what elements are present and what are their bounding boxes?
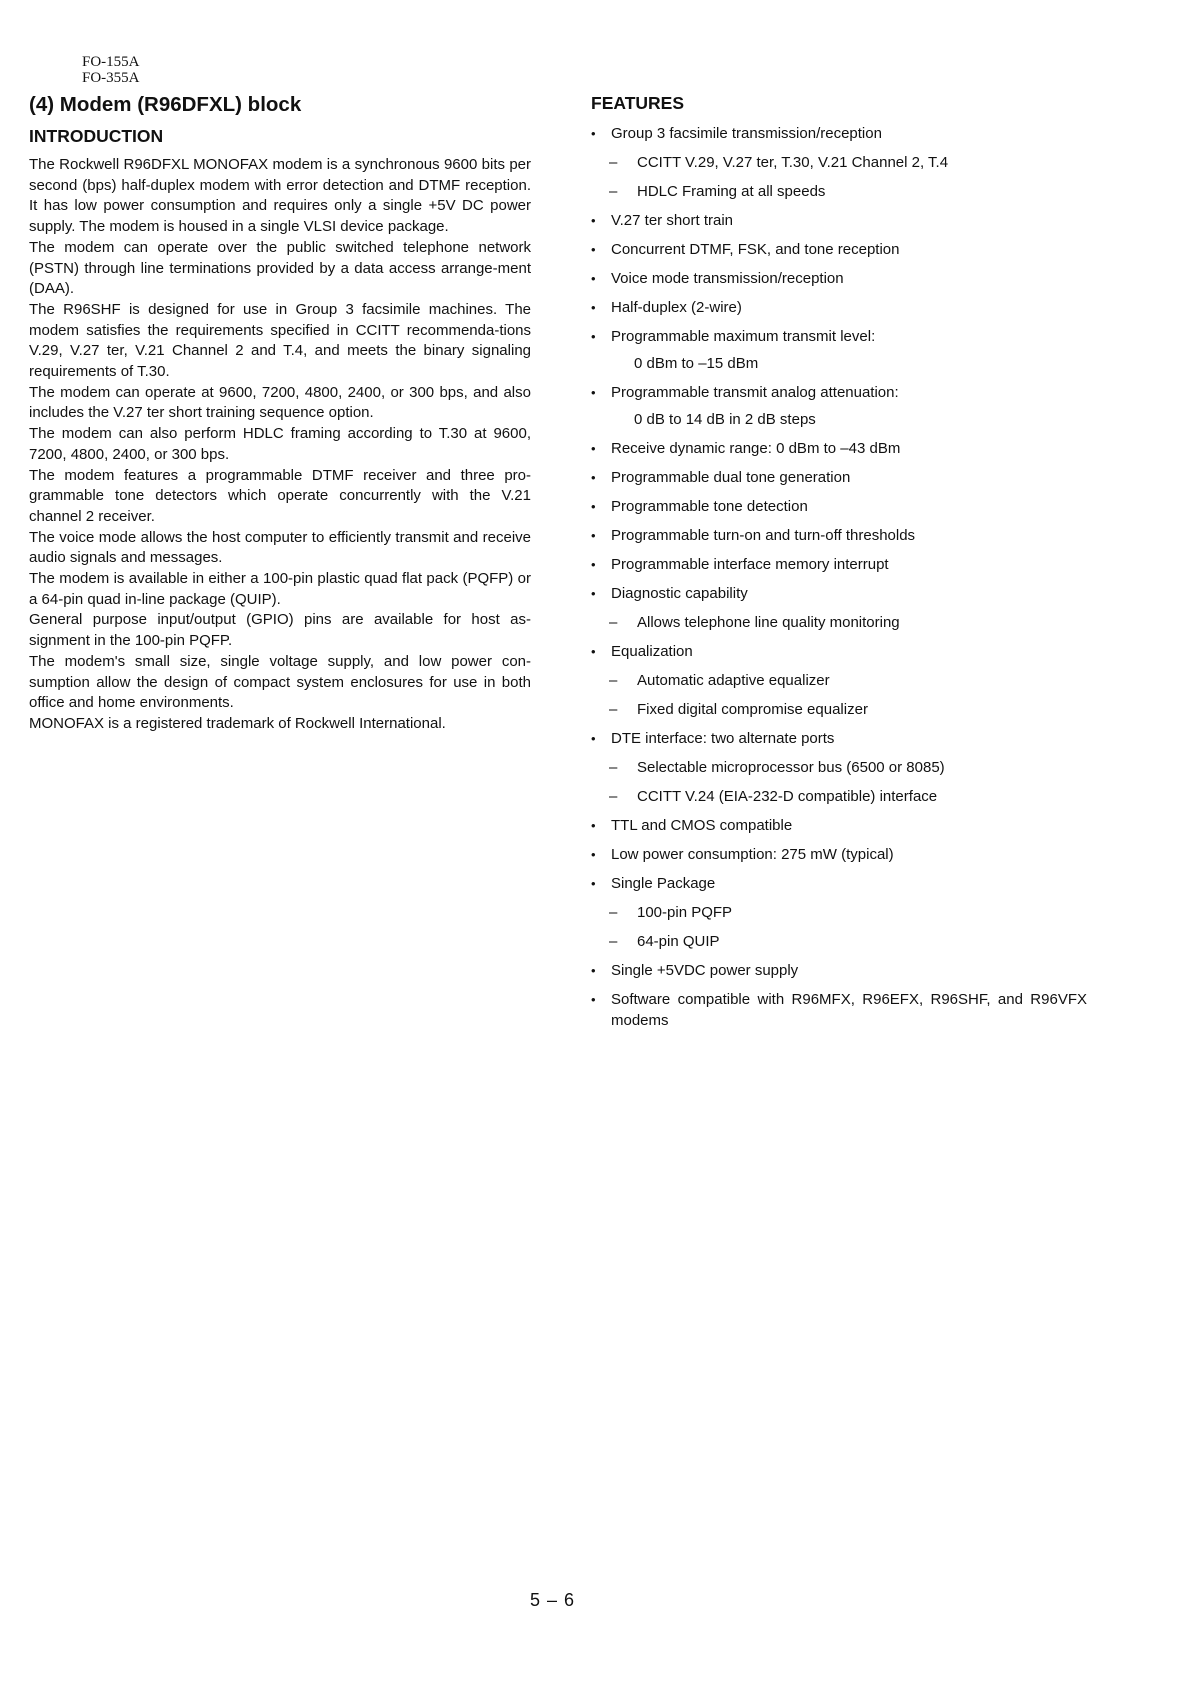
feature-text: HDLC Framing at all speeds xyxy=(637,183,826,200)
bullet-mark: • xyxy=(591,818,596,833)
feature-item xyxy=(591,990,1087,1031)
left-column xyxy=(29,93,531,735)
feature-subitem xyxy=(591,671,1087,692)
model-number-1: FO-155A xyxy=(82,54,140,70)
feature-item xyxy=(591,874,1087,895)
feature-item xyxy=(591,327,1087,348)
feature-text: Half-duplex (2-wire) xyxy=(611,299,742,316)
bullet-mark: • xyxy=(591,300,596,315)
bullet-mark: • xyxy=(591,385,596,400)
feature-item xyxy=(591,961,1087,982)
feature-item xyxy=(591,298,1087,319)
dash-mark: – xyxy=(609,672,618,689)
intro-paragraph: The Rockwell R96DFXL MONOFAX modem is a synchronous 9600 bits per second (bps) half-duplex modem with error detection and DTMF reception. It has low power consumption and requires only a single +5V DC power supply. The modem is housed in a single VLSI device package. xyxy=(29,156,531,236)
feature-text: Single +5VDC power supply xyxy=(611,962,799,979)
feature-text: Programmable tone detection xyxy=(611,498,808,515)
feature-text: Programmable transmit analog attenuation: xyxy=(611,384,899,401)
dash-mark: – xyxy=(609,759,618,776)
bullet-mark: • xyxy=(591,731,596,746)
bullet-mark: • xyxy=(591,847,596,862)
intro-paragraph: The modem can operate over the public switched telephone network (PSTN) through line terminations provided by a data access arrange-ment (DAA). xyxy=(29,238,531,298)
section-title: (4) Modem (R96DFXL) block xyxy=(29,93,302,116)
feature-item xyxy=(591,584,1087,605)
feature-text: DTE interface: two alternate ports xyxy=(611,730,835,747)
bullet-mark: • xyxy=(591,557,596,572)
feature-detail xyxy=(591,410,1087,431)
feature-item xyxy=(591,642,1087,663)
intro-paragraph: MONOFAX is a registered trademark of Rockwell International. xyxy=(29,714,446,732)
intro-paragraph: The modem can also perform HDLC framing according to T.30 at 9600, 7200, 4800, 2400, or 300 bps. xyxy=(29,425,531,463)
feature-subitem xyxy=(591,153,1087,174)
bullet-mark: • xyxy=(591,470,596,485)
intro-paragraph: The modem's small size, single voltage supply, and low power con-sumption allow the design of compact system enclosures for use in both office and home environments. xyxy=(29,652,531,712)
bullet-mark: • xyxy=(591,644,596,659)
dash-mark: – xyxy=(609,701,618,718)
feature-item xyxy=(591,555,1087,576)
model-number-2: FO-355A xyxy=(82,70,140,86)
feature-subitem xyxy=(591,182,1087,203)
dash-mark: – xyxy=(609,933,618,950)
dash-mark: – xyxy=(609,154,618,171)
intro-paragraph: The R96SHF is designed for use in Group 3 facsimile machines. The modem satisfies the requirements specified in CCITT recommenda-tions V.29, V.27 ter, V.21 Channel 2 and T.4, and meets the binary signaling requirements of T.30. xyxy=(29,300,531,381)
dash-mark: – xyxy=(609,904,618,921)
feature-text: Group 3 facsimile transmission/reception xyxy=(611,125,882,142)
document-header xyxy=(82,54,140,86)
dash-mark: – xyxy=(609,788,618,805)
intro-paragraph: The modem can operate at 9600, 7200, 4800, 2400, or 300 bps, and also includes the V.27 ter short training sequence option. xyxy=(29,383,531,422)
bullet-mark: • xyxy=(591,992,596,1007)
feature-subitem xyxy=(591,758,1087,779)
bullet-mark: • xyxy=(591,528,596,543)
dash-mark: – xyxy=(609,183,618,200)
introduction-body xyxy=(29,155,531,735)
feature-item xyxy=(591,211,1087,232)
feature-item xyxy=(591,497,1087,518)
intro-paragraph: The modem is available in either a 100-pin plastic quad flat pack (PQFP) or a 64-pin quad in-line package (QUIP). xyxy=(29,570,531,608)
bullet-mark: • xyxy=(591,876,596,891)
feature-item xyxy=(591,439,1087,460)
feature-text: Equalization xyxy=(611,643,693,660)
feature-text: Diagnostic capability xyxy=(611,585,748,602)
bullet-mark: • xyxy=(591,213,596,228)
feature-text: TTL and CMOS compatible xyxy=(611,817,793,834)
dash-mark: – xyxy=(609,614,618,631)
feature-text: Programmable turn-on and turn-off thresholds xyxy=(611,527,916,544)
feature-text: Receive dynamic range: 0 dBm to –43 dBm xyxy=(611,440,901,457)
feature-text: Allows telephone line quality monitoring xyxy=(637,614,900,631)
bullet-mark: • xyxy=(591,441,596,456)
bullet-mark: • xyxy=(591,329,596,344)
bullet-mark: • xyxy=(591,586,596,601)
intro-paragraph: The modem features a programmable DTMF receiver and three pro-grammable tone detectors which operate concurrently with the V.21 channel 2 receiver. xyxy=(29,466,531,525)
bullet-mark: • xyxy=(591,126,596,141)
feature-item xyxy=(591,269,1087,290)
feature-item xyxy=(591,468,1087,489)
page-number: 5 – 6 xyxy=(530,1590,576,1610)
feature-subitem xyxy=(591,613,1087,634)
bullet-mark: • xyxy=(591,271,596,286)
feature-subitem xyxy=(591,787,1087,808)
feature-text: 100-pin PQFP xyxy=(637,904,733,921)
feature-item xyxy=(591,729,1087,750)
intro-paragraph: General purpose input/output (GPIO) pins are available for host as-signment in the 100-pin PQFP. xyxy=(29,611,531,650)
feature-text: Programmable interface memory interrupt xyxy=(611,556,889,573)
intro-paragraph: The voice mode allows the host computer to efficiently transmit and receive audio signals and messages. xyxy=(29,528,531,567)
feature-text: Low power consumption: 275 mW (typical) xyxy=(611,846,894,863)
feature-item xyxy=(591,816,1087,837)
feature-subitem xyxy=(591,932,1087,953)
feature-text: Selectable microprocessor bus (6500 or 8085) xyxy=(637,759,945,776)
feature-text: Voice mode transmission/reception xyxy=(611,270,844,287)
feature-detail xyxy=(591,354,1087,375)
feature-subitem xyxy=(591,700,1087,721)
feature-text: 64-pin QUIP xyxy=(637,933,720,950)
feature-item xyxy=(591,526,1087,547)
feature-text: 0 dBm to –15 dBm xyxy=(634,355,759,372)
feature-text: Programmable dual tone generation xyxy=(611,469,851,486)
feature-text: Software compatible with R96MFX, R96EFX, R96SHF, and R96VFX modems xyxy=(611,991,1087,1029)
feature-text: Automatic adaptive equalizer xyxy=(637,672,830,689)
feature-item xyxy=(591,240,1087,261)
feature-text: Concurrent DTMF, FSK, and tone reception xyxy=(611,241,900,258)
feature-text: CCITT V.24 (EIA-232-D compatible) interface xyxy=(637,788,938,805)
feature-item xyxy=(591,383,1087,404)
feature-text: 0 dB to 14 dB in 2 dB steps xyxy=(634,411,816,428)
feature-text: Fixed digital compromise equalizer xyxy=(637,701,868,718)
features-list xyxy=(591,124,1087,1031)
right-column xyxy=(591,92,1087,1040)
feature-item xyxy=(591,124,1087,145)
feature-text: V.27 ter short train xyxy=(611,212,734,229)
bullet-mark: • xyxy=(591,242,596,257)
introduction-heading: INTRODUCTION xyxy=(29,126,164,146)
feature-item xyxy=(591,845,1087,866)
features-heading: FEATURES xyxy=(591,93,685,113)
feature-subitem xyxy=(591,903,1087,924)
bullet-mark: • xyxy=(591,963,596,978)
feature-text: Programmable maximum transmit level: xyxy=(611,328,876,345)
feature-text: CCITT V.29, V.27 ter, T.30, V.21 Channel 2, T.4 xyxy=(637,154,949,171)
feature-text: Single Package xyxy=(611,875,716,892)
bullet-mark: • xyxy=(591,499,596,514)
